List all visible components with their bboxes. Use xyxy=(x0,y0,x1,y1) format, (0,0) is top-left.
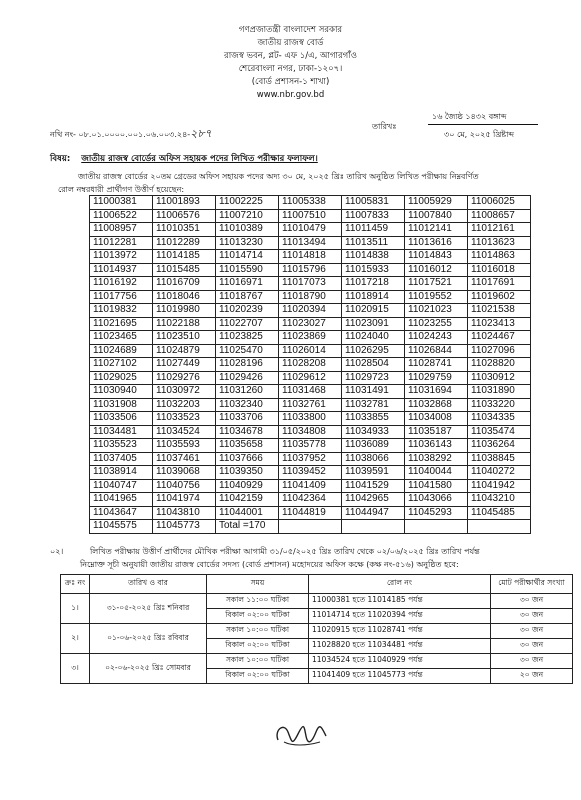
roll-cell: 11013511 xyxy=(342,236,405,250)
roll-cell: 11006522 xyxy=(90,209,153,223)
roll-cell: 11029612 xyxy=(279,371,342,385)
roll-cell: 11039452 xyxy=(279,466,342,480)
roll-cell: 11017073 xyxy=(279,277,342,291)
roll-cell: 11029276 xyxy=(153,371,216,385)
roll-cell: 11045293 xyxy=(405,506,468,520)
roll-cell: 11006576 xyxy=(153,209,216,223)
roll-cell: 11029759 xyxy=(405,371,468,385)
roll-cell: 11016971 xyxy=(216,277,279,291)
roll-cell: 11012289 xyxy=(153,236,216,250)
roll-cell: 11018790 xyxy=(279,290,342,304)
roll-cell: 11014818 xyxy=(279,250,342,264)
table-row xyxy=(90,466,531,480)
signature xyxy=(270,712,330,752)
time-cell: বিকাল ০২:০০ ঘটিকা xyxy=(207,669,309,684)
roll-cell: 11007210 xyxy=(216,209,279,223)
roll-cell: 11012141 xyxy=(405,223,468,237)
roll-cell: 11018767 xyxy=(216,290,279,304)
roll-cell: 11000381 xyxy=(90,196,153,210)
roll-cell: 11031908 xyxy=(90,398,153,412)
roll-cell: 11035474 xyxy=(468,425,531,439)
col-count: মোট পরীক্ষার্থীর সংখ্যা xyxy=(491,575,573,594)
roll-cell: 11026014 xyxy=(279,344,342,358)
table-row xyxy=(90,277,531,291)
roll-cell: 11024467 xyxy=(468,331,531,345)
roll-cell: 11026295 xyxy=(342,344,405,358)
roll-cell: 11018046 xyxy=(153,290,216,304)
roll-cell: 11007510 xyxy=(279,209,342,223)
roll-cell: 11030912 xyxy=(468,371,531,385)
roll-cell: 11035523 xyxy=(90,439,153,453)
serial-cell: ৩। xyxy=(61,654,90,684)
schedule-row xyxy=(61,624,573,639)
roll-range-cell: 11028820 হতে 11034481 পর্যন্ত xyxy=(309,639,491,654)
section-name: (বোর্ড প্রশাসন-১ শাখা) xyxy=(251,77,330,87)
roll-cell: 11026844 xyxy=(405,344,468,358)
col-date: তারিখ ও বার xyxy=(90,575,207,594)
roll-cell: 11022188 xyxy=(153,317,216,331)
count-cell: ৩০ জন xyxy=(491,609,573,624)
roll-cell: 11045485 xyxy=(468,506,531,520)
time-cell: বিকাল ০২:০০ ঘটিকা xyxy=(207,609,309,624)
roll-cell: 11040756 xyxy=(153,479,216,493)
roll-cell: 11036089 xyxy=(342,439,405,453)
table-row xyxy=(90,439,531,453)
roll-cell: 11011459 xyxy=(342,223,405,237)
roll-cell: 11023091 xyxy=(342,317,405,331)
roll-cell: 11010389 xyxy=(216,223,279,237)
roll-cell: 11038845 xyxy=(468,452,531,466)
roll-cell: 11007833 xyxy=(342,209,405,223)
roll-cell: 11010479 xyxy=(279,223,342,237)
website: www.nbr.gov.bd xyxy=(256,90,325,100)
table-row xyxy=(90,304,531,318)
roll-cell: 11019602 xyxy=(468,290,531,304)
empty-cell xyxy=(342,520,405,534)
roll-cell: 11027096 xyxy=(468,344,531,358)
viva-schedule-table xyxy=(60,574,573,684)
date-gregorian: ৩০ মে, ২০২৫ খ্রিষ্টাব্দ xyxy=(444,130,515,139)
roll-cell: 11034524 xyxy=(153,425,216,439)
viva-line-2: নিম্নোক্ত সূচী অনুযায়ী জাতীয় রাজস্ব বোর্ডের সদস্য (বোর্ড প্রশাসন) মহোদয়ের অফিস কক্ষে (কক্ষ নং-৫১৬) অনুষ্ঠিত হবে: xyxy=(80,560,459,569)
roll-cell: 11039350 xyxy=(216,466,279,480)
roll-cell: 11034481 xyxy=(90,425,153,439)
roll-cell: 11041580 xyxy=(405,479,468,493)
roll-cell: 11043066 xyxy=(405,493,468,507)
roll-cell: 11023510 xyxy=(153,331,216,345)
roll-range-cell: 11020915 হতে 11028741 পর্যন্ত xyxy=(309,624,491,639)
roll-cell: 11021023 xyxy=(405,304,468,318)
roll-cell: 11013972 xyxy=(90,250,153,264)
roll-cell: 11008657 xyxy=(468,209,531,223)
roll-cell: 11023825 xyxy=(216,331,279,345)
reference-number: নথি নং- ০৮.০১.০০০০.০০১.০৬.০০৩.২৪-২৮৭ xyxy=(50,127,212,140)
roll-cell: 11034808 xyxy=(279,425,342,439)
roll-cell: 11005338 xyxy=(279,196,342,210)
roll-cell: 11020394 xyxy=(279,304,342,318)
roll-cell: 11015485 xyxy=(153,263,216,277)
roll-cell: 11017691 xyxy=(468,277,531,291)
roll-cell: 11041965 xyxy=(90,493,153,507)
govt-name: গণপ্রজাতন্ত্রী বাংলাদেশ সরকার xyxy=(238,25,343,35)
roll-cell: 11032340 xyxy=(216,398,279,412)
letterhead xyxy=(0,24,581,102)
date-cell: ০২-০৬-২০২৫ খ্রিঃ সোমবার xyxy=(90,654,207,684)
roll-cell: 11032868 xyxy=(405,398,468,412)
roll-cell: 11034678 xyxy=(216,425,279,439)
roll-cell: 11030972 xyxy=(153,385,216,399)
roll-cell: 11033706 xyxy=(216,412,279,426)
roll-cell: 11031260 xyxy=(216,385,279,399)
count-cell: ৩০ জন xyxy=(491,624,573,639)
col-roll: রোল নং xyxy=(309,575,491,594)
roll-cell: 11035187 xyxy=(405,425,468,439)
roll-cell: 11031694 xyxy=(405,385,468,399)
empty-cell xyxy=(279,520,342,534)
intro-paragraph xyxy=(58,170,548,196)
roll-cell: 11016192 xyxy=(90,277,153,291)
roll-cell: 11041974 xyxy=(153,493,216,507)
roll-cell: 11040044 xyxy=(405,466,468,480)
table-row xyxy=(90,290,531,304)
roll-cell: 11034933 xyxy=(342,425,405,439)
table-row xyxy=(90,371,531,385)
roll-cell: 11033523 xyxy=(153,412,216,426)
roll-cell: 11015590 xyxy=(216,263,279,277)
roll-range-cell: 11034524 হতে 11040929 পর্যন্ত xyxy=(309,654,491,669)
roll-cell: 11012161 xyxy=(468,223,531,237)
roll-cell: 11014937 xyxy=(90,263,153,277)
roll-cell: 11006025 xyxy=(468,196,531,210)
roll-cell: 11043810 xyxy=(153,506,216,520)
roll-cell: 11024689 xyxy=(90,344,153,358)
roll-cell: 11016018 xyxy=(468,263,531,277)
roll-cell: 11017521 xyxy=(405,277,468,291)
table-row xyxy=(90,209,531,223)
roll-cell: 11002225 xyxy=(216,196,279,210)
roll-cell: 11028504 xyxy=(342,358,405,372)
roll-cell: 11028820 xyxy=(468,358,531,372)
roll-cell: 11016709 xyxy=(153,277,216,291)
time-cell: সকাল ১১:০০ ঘটিকা xyxy=(207,594,309,609)
roll-cell: 11029426 xyxy=(216,371,279,385)
roll-cell: 11005929 xyxy=(405,196,468,210)
col-serial: ক্রঃ নং xyxy=(61,575,90,594)
count-cell: ৩০ জন xyxy=(491,639,573,654)
roll-cell: 11041942 xyxy=(468,479,531,493)
roll-cell: 11017218 xyxy=(342,277,405,291)
schedule-row xyxy=(61,594,573,609)
roll-cell: 11035658 xyxy=(216,439,279,453)
roll-cell: 11036264 xyxy=(468,439,531,453)
roll-cell: 11013623 xyxy=(468,236,531,250)
table-row xyxy=(90,223,531,237)
table-row xyxy=(90,412,531,426)
roll-cell: 11029723 xyxy=(342,371,405,385)
table-row xyxy=(90,236,531,250)
roll-cell: 11027449 xyxy=(153,358,216,372)
roll-cell: 11031468 xyxy=(279,385,342,399)
roll-cell: 11021538 xyxy=(468,304,531,318)
roll-range-cell: 11000381 হতে 11014185 পর্যন্ত xyxy=(309,594,491,609)
roll-cell: 11037405 xyxy=(90,452,153,466)
roll-cell: 11023869 xyxy=(279,331,342,345)
roll-cell: 11022707 xyxy=(216,317,279,331)
count-cell: ৩০ জন xyxy=(491,594,573,609)
roll-cell: 11024243 xyxy=(405,331,468,345)
date-bangla: ১৬ জ্যৈষ্ঠ ১৪৩২ বঙ্গাব্দ xyxy=(432,112,507,121)
roll-cell: 11019980 xyxy=(153,304,216,318)
intro-line-2: রোল নম্বরধারী প্রার্থীগণ উত্তীর্ণ হয়েছেন: xyxy=(58,185,185,194)
roll-cell: 11016012 xyxy=(405,263,468,277)
roll-cell: 11023255 xyxy=(405,317,468,331)
roll-cell: 11044001 xyxy=(216,506,279,520)
roll-range-cell: 11014714 হতে 11020394 পর্যন্ত xyxy=(309,609,491,624)
roll-cell: 11019832 xyxy=(90,304,153,318)
roll-cell: 11028196 xyxy=(216,358,279,372)
roll-cell: 11014185 xyxy=(153,250,216,264)
roll-cell: 11041529 xyxy=(342,479,405,493)
intro-line-1: জাতীয় রাজস্ব বোর্ডের ২০তম গ্রেডের অফিস সহায়ক পদের অদ্য ৩০ মে, ২০২৫ খ্রিঃ তারিখ অনুষ্ঠিত লিখিত পরীক্ষায় নিম্নবর্ণিত xyxy=(78,172,479,181)
roll-cell: 11017756 xyxy=(90,290,153,304)
roll-cell: 11042965 xyxy=(342,493,405,507)
table-row xyxy=(90,398,531,412)
roll-cell: 11032761 xyxy=(279,398,342,412)
table-row xyxy=(90,425,531,439)
table-row xyxy=(90,250,531,264)
table-row xyxy=(90,331,531,345)
roll-cell: 11041409 xyxy=(279,479,342,493)
roll-cell: 11008957 xyxy=(90,223,153,237)
table-row xyxy=(90,263,531,277)
roll-number-table xyxy=(89,195,531,534)
roll-cell: 11015933 xyxy=(342,263,405,277)
roll-cell: 11038066 xyxy=(342,452,405,466)
date-cell: ০১-০৬-২০২৫ খ্রিঃ রবিবার xyxy=(90,624,207,654)
roll-cell: 11045575 xyxy=(90,520,153,534)
roll-cell: 11039068 xyxy=(153,466,216,480)
roll-cell: 11020239 xyxy=(216,304,279,318)
roll-cell: 11005831 xyxy=(342,196,405,210)
date-cell: ৩১-০৫-২০২৫ খ্রিঃ শনিবার xyxy=(90,594,207,624)
col-time: সময় xyxy=(207,575,309,594)
roll-cell: 11021695 xyxy=(90,317,153,331)
serial-cell: ১। xyxy=(61,594,90,624)
table-row xyxy=(90,385,531,399)
roll-cell: 11037952 xyxy=(279,452,342,466)
roll-cell: 11027102 xyxy=(90,358,153,372)
roll-cell: 11033506 xyxy=(90,412,153,426)
table-row xyxy=(90,358,531,372)
time-cell: সকাল ১০:০০ ঘটিকা xyxy=(207,654,309,669)
roll-cell: 11043647 xyxy=(90,506,153,520)
roll-cell: 11028741 xyxy=(405,358,468,372)
serial-cell: ২। xyxy=(61,624,90,654)
table-row xyxy=(90,479,531,493)
roll-cell: 11039591 xyxy=(342,466,405,480)
table-row xyxy=(90,452,531,466)
roll-cell: 11015796 xyxy=(279,263,342,277)
roll-cell: 11023413 xyxy=(468,317,531,331)
table-row xyxy=(90,344,531,358)
roll-cell: 11024040 xyxy=(342,331,405,345)
roll-cell: 11014714 xyxy=(216,250,279,264)
roll-cell: 11033220 xyxy=(468,398,531,412)
roll-cell: 11044947 xyxy=(342,506,405,520)
roll-cell: 11010351 xyxy=(153,223,216,237)
roll-cell: 11038292 xyxy=(405,452,468,466)
total-count: Total =170 xyxy=(216,520,279,534)
roll-cell: 11042159 xyxy=(216,493,279,507)
roll-cell: 11034335 xyxy=(468,412,531,426)
viva-line-1: লিখিত পরীক্ষায় উত্তীর্ণ প্রার্থীদের মৌখিক পরীক্ষা আগামী ৩১/০৫/২০২৫ খ্রিঃ তারিখ থেকে ০২/০৬/২০২৫ খ্রিঃ তারিখ পর্যন্ত xyxy=(90,547,480,556)
roll-cell: 11032781 xyxy=(342,398,405,412)
para-number: ০২। xyxy=(50,547,64,556)
roll-cell: 11042364 xyxy=(279,493,342,507)
table-row xyxy=(90,196,531,210)
roll-cell: 11024879 xyxy=(153,344,216,358)
time-cell: বিকাল ০২:০০ ঘটিকা xyxy=(207,639,309,654)
roll-cell: 11040929 xyxy=(216,479,279,493)
roll-cell: 11020915 xyxy=(342,304,405,318)
roll-range-cell: 11041409 হতে 11045773 পর্যন্ত xyxy=(309,669,491,684)
roll-cell: 11040747 xyxy=(90,479,153,493)
roll-cell: 11018914 xyxy=(342,290,405,304)
count-cell: ২০ জন xyxy=(491,669,573,684)
date-label: তারিখঃ xyxy=(372,122,397,131)
roll-cell: 11033800 xyxy=(279,412,342,426)
table-row xyxy=(90,506,531,520)
subject-line xyxy=(50,152,318,166)
reference-handwritten: ২৮৭ xyxy=(190,127,212,140)
roll-cell: 11014843 xyxy=(405,250,468,264)
roll-cell: 11033855 xyxy=(342,412,405,426)
roll-cell: 11029025 xyxy=(90,371,153,385)
roll-cell: 11014863 xyxy=(468,250,531,264)
roll-cell: 11045773 xyxy=(153,520,216,534)
roll-cell: 11028208 xyxy=(279,358,342,372)
roll-cell: 11035778 xyxy=(279,439,342,453)
roll-cell: 11037461 xyxy=(153,452,216,466)
roll-cell: 11025470 xyxy=(216,344,279,358)
schedule-row xyxy=(61,654,573,669)
count-cell: ৩০ জন xyxy=(491,654,573,669)
roll-cell: 11012281 xyxy=(90,236,153,250)
roll-cell: 11013230 xyxy=(216,236,279,250)
roll-cell: 11007840 xyxy=(405,209,468,223)
roll-cell: 11043210 xyxy=(468,493,531,507)
roll-cell: 11037666 xyxy=(216,452,279,466)
table-row xyxy=(90,520,531,534)
roll-cell: 11030940 xyxy=(90,385,153,399)
roll-cell: 11038914 xyxy=(90,466,153,480)
date-divider xyxy=(428,124,538,125)
roll-cell: 11001893 xyxy=(153,196,216,210)
roll-cell: 11040272 xyxy=(468,466,531,480)
roll-cell: 11013494 xyxy=(279,236,342,250)
address-line-2: শেরেবাংলা নগর, ঢাকা-১২০৭। xyxy=(238,64,343,74)
roll-cell: 11044819 xyxy=(279,506,342,520)
roll-cell: 11014838 xyxy=(342,250,405,264)
org-name: জাতীয় রাজস্ব বোর্ড xyxy=(257,38,324,48)
subject-text: জাতীয় রাজস্ব বোর্ডের অফিস সহায়ক পদের লিখিত পরীক্ষার ফলাফল। xyxy=(81,154,318,164)
roll-cell: 11036143 xyxy=(405,439,468,453)
empty-cell xyxy=(405,520,468,534)
table-row xyxy=(90,317,531,331)
roll-cell: 11031890 xyxy=(468,385,531,399)
subject-label: বিষয়: xyxy=(50,154,71,164)
time-cell: সকাল ১০:০০ ঘটিকা xyxy=(207,624,309,639)
roll-cell: 11013616 xyxy=(405,236,468,250)
roll-cell: 11035593 xyxy=(153,439,216,453)
address-line-1: রাজস্ব ভবন, প্লট- এফ ১/এ, আগারগাঁও xyxy=(224,51,357,61)
roll-cell: 11019552 xyxy=(405,290,468,304)
roll-cell: 11032203 xyxy=(153,398,216,412)
roll-cell: 11023027 xyxy=(279,317,342,331)
roll-cell: 11023465 xyxy=(90,331,153,345)
roll-cell: 11034008 xyxy=(405,412,468,426)
table-row xyxy=(90,493,531,507)
empty-cell xyxy=(468,520,531,534)
roll-cell: 11031491 xyxy=(342,385,405,399)
